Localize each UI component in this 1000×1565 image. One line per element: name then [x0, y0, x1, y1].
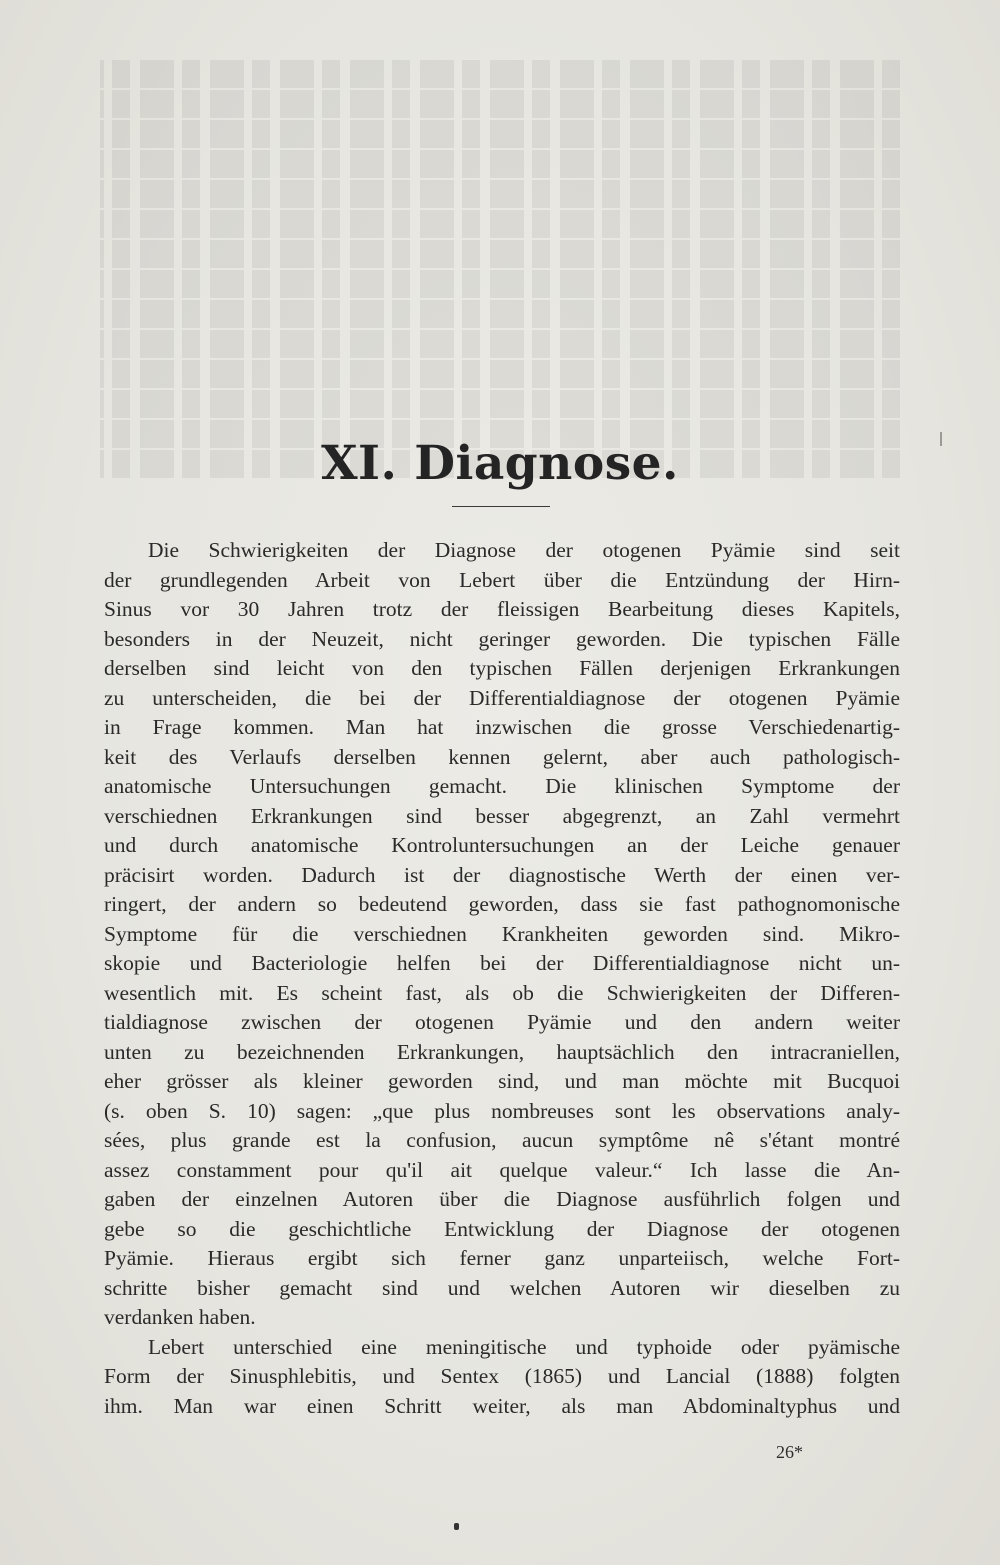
text-line: (s. oben S. 10) sagen: „que plus nombreuses sont les observations analy-: [104, 1098, 900, 1123]
text-line: Sinus vor 30 Jahren trotz der fleissigen Bearbeitung dieses Kapitels,: [104, 597, 900, 621]
text-line: ringert, der andern so bedeutend geworden, dass sie fast pathognomonische: [104, 892, 900, 916]
text-line: verdanken haben.: [104, 1305, 256, 1329]
paper-mark: [940, 432, 942, 446]
text-line: unten zu bezeichnenden Erkrankungen, hauptsächlich den intracraniellen,: [104, 1039, 900, 1064]
text-line: tialdiagnose zwischen der otogenen Pyämie und den andern weiter: [104, 1010, 900, 1034]
text-line: skopie und Bacteriologie helfen bei der Differentialdiagnose nicht un-: [104, 951, 900, 975]
text-line: anatomische Untersuchungen gemacht. Die klinischen Symptome der: [104, 774, 900, 798]
bleed-through-text: [100, 60, 900, 500]
text-line: schritte bisher gemacht sind und welchen Autoren wir dieselben zu: [104, 1275, 900, 1300]
text-line: eher grösser als kleiner geworden sind, und man möchte mit Bucquoi: [104, 1069, 900, 1093]
text-line: präcisirt worden. Dadurch ist der diagnostische Werth der einen ver-: [104, 862, 900, 887]
text-line: in Frage kommen. Man hat inzwischen die grosse Verschiedenartig-: [104, 715, 900, 739]
chapter-heading: XI. Diagnose.: [321, 436, 679, 491]
text-line: Die Schwierigkeiten der Diagnose der otogenen Pyämie sind seit: [148, 538, 900, 562]
body-text: [104, 536, 900, 1421]
text-line: keit des Verlaufs derselben kennen gelernt, aber auch pathologisch-: [104, 744, 900, 769]
text-line: der grundlegenden Arbeit von Lebert über die Entzündung der Hirn-: [104, 567, 900, 592]
text-line: gaben der einzelnen Autoren über die Diagnose ausführlich folgen und: [104, 1187, 900, 1211]
text-line: assez constamment pour qu'il ait quelque valeur.“ Ich lasse die An-: [104, 1157, 900, 1182]
text-line: und durch anatomische Kontroluntersuchungen an der Leiche genauer: [104, 833, 900, 857]
signature-mark: 26*: [776, 1442, 803, 1462]
text-line: derselben sind leicht von den typischen Fällen derjenigen Erkrankungen: [104, 656, 900, 680]
text-line: sées, plus grande est la confusion, aucun symptôme nê s'étant montré: [104, 1128, 900, 1152]
text-line: verschiednen Erkrankungen sind besser abgegrenzt, an Zahl vermehrt: [104, 803, 900, 828]
text-line: ihm. Man war einen Schritt weiter, als man Abdominaltyphus und: [104, 1393, 900, 1418]
text-line: Lebert unterschied eine meningitische und typhoide oder pyämische: [148, 1334, 900, 1359]
text-line: Pyämie. Hieraus ergibt sich ferner ganz unparteiisch, welche Fort-: [104, 1246, 900, 1270]
text-line: Form der Sinusphlebitis, und Sentex (1865) und Lancial (1888) folgten: [104, 1364, 900, 1388]
text-line: Symptome für die verschiednen Krankheiten geworden sind. Mikro-: [104, 921, 900, 946]
text-line: besonders in der Neuzeit, nicht geringer geworden. Die typischen Fälle: [104, 626, 900, 651]
heading-divider: [452, 506, 550, 507]
print-speck: [454, 1523, 459, 1530]
text-line: gebe so die geschichtliche Entwicklung der Diagnose der otogenen: [104, 1216, 900, 1241]
text-line: zu unterscheiden, die bei der Differentialdiagnose der otogenen Pyämie: [104, 685, 900, 710]
text-line: wesentlich mit. Es scheint fast, als ob die Schwierigkeiten der Differen-: [104, 980, 900, 1005]
